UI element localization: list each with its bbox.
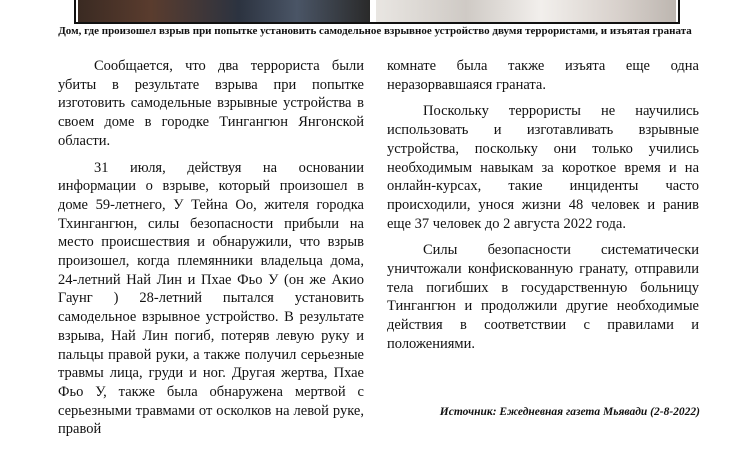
- figure-caption: Дом, где произошел взрыв при попытке установить самодельное взрывное устройство двумя террористами, и изъятая граната: [58, 25, 692, 37]
- paragraph-grenade-continued: комнате была также изъята еще одна неразорвавшаяся граната.: [387, 58, 699, 93]
- photo-frame: [74, 0, 680, 24]
- paragraph-intro: Сообщается, что два террориста были убиты в результате взрыва при попытке изготовить самодельные взрывные устройства в своем доме в городке Тингангюн Янгонской области.: [58, 58, 364, 149]
- paragraph-casualties: Поскольку террористы не научились использовать и изготавливать взрывные устройства, поскольку они только учились необходимым навыкам за короткое время и на онлайн-курсах, такие инциденты часто происходили, унося жизни 48 человек и ранив еще 37 человек до 2 августа 2022 года.: [387, 103, 699, 232]
- paragraph-security-actions: Силы безопасности систематически уничтожали конфискованную гранату, отправили тела погибших в государственную больницу Тингангюн и продолжили другие необходимые действия в соответствии с правилами и положениями.: [387, 242, 699, 352]
- source-citation: Источник: Ежедневная газета Мьявади (2-8-2022): [439, 406, 700, 418]
- article-right-column: [387, 57, 699, 356]
- paragraph-incident: 31 июля, действуя на основании информации о взрыве, который произошел в доме 59-летнего, У Тейна Оо, жителя городка Тхингангюн, силы безопасности прибыли на место происшествия и обнаружили, что взрыв произошел, когда племянники владельца дома, 24-летний Най Лин и Пхае Фьо У (он же Акио Гаунг ) 28-летний пытался установить самодельное взрывное устройство. В результате взрыва, Най Лин погиб, потеряв левую руку и пальцы правой руки, а также получил серьезные травмы лица, груди и ног. Другая жертва, Пхае Фьо У, также была обнаружена мертвой с серьезными травмами от осколков на левой руке, правой: [58, 159, 364, 438]
- article-left-column: [58, 57, 364, 441]
